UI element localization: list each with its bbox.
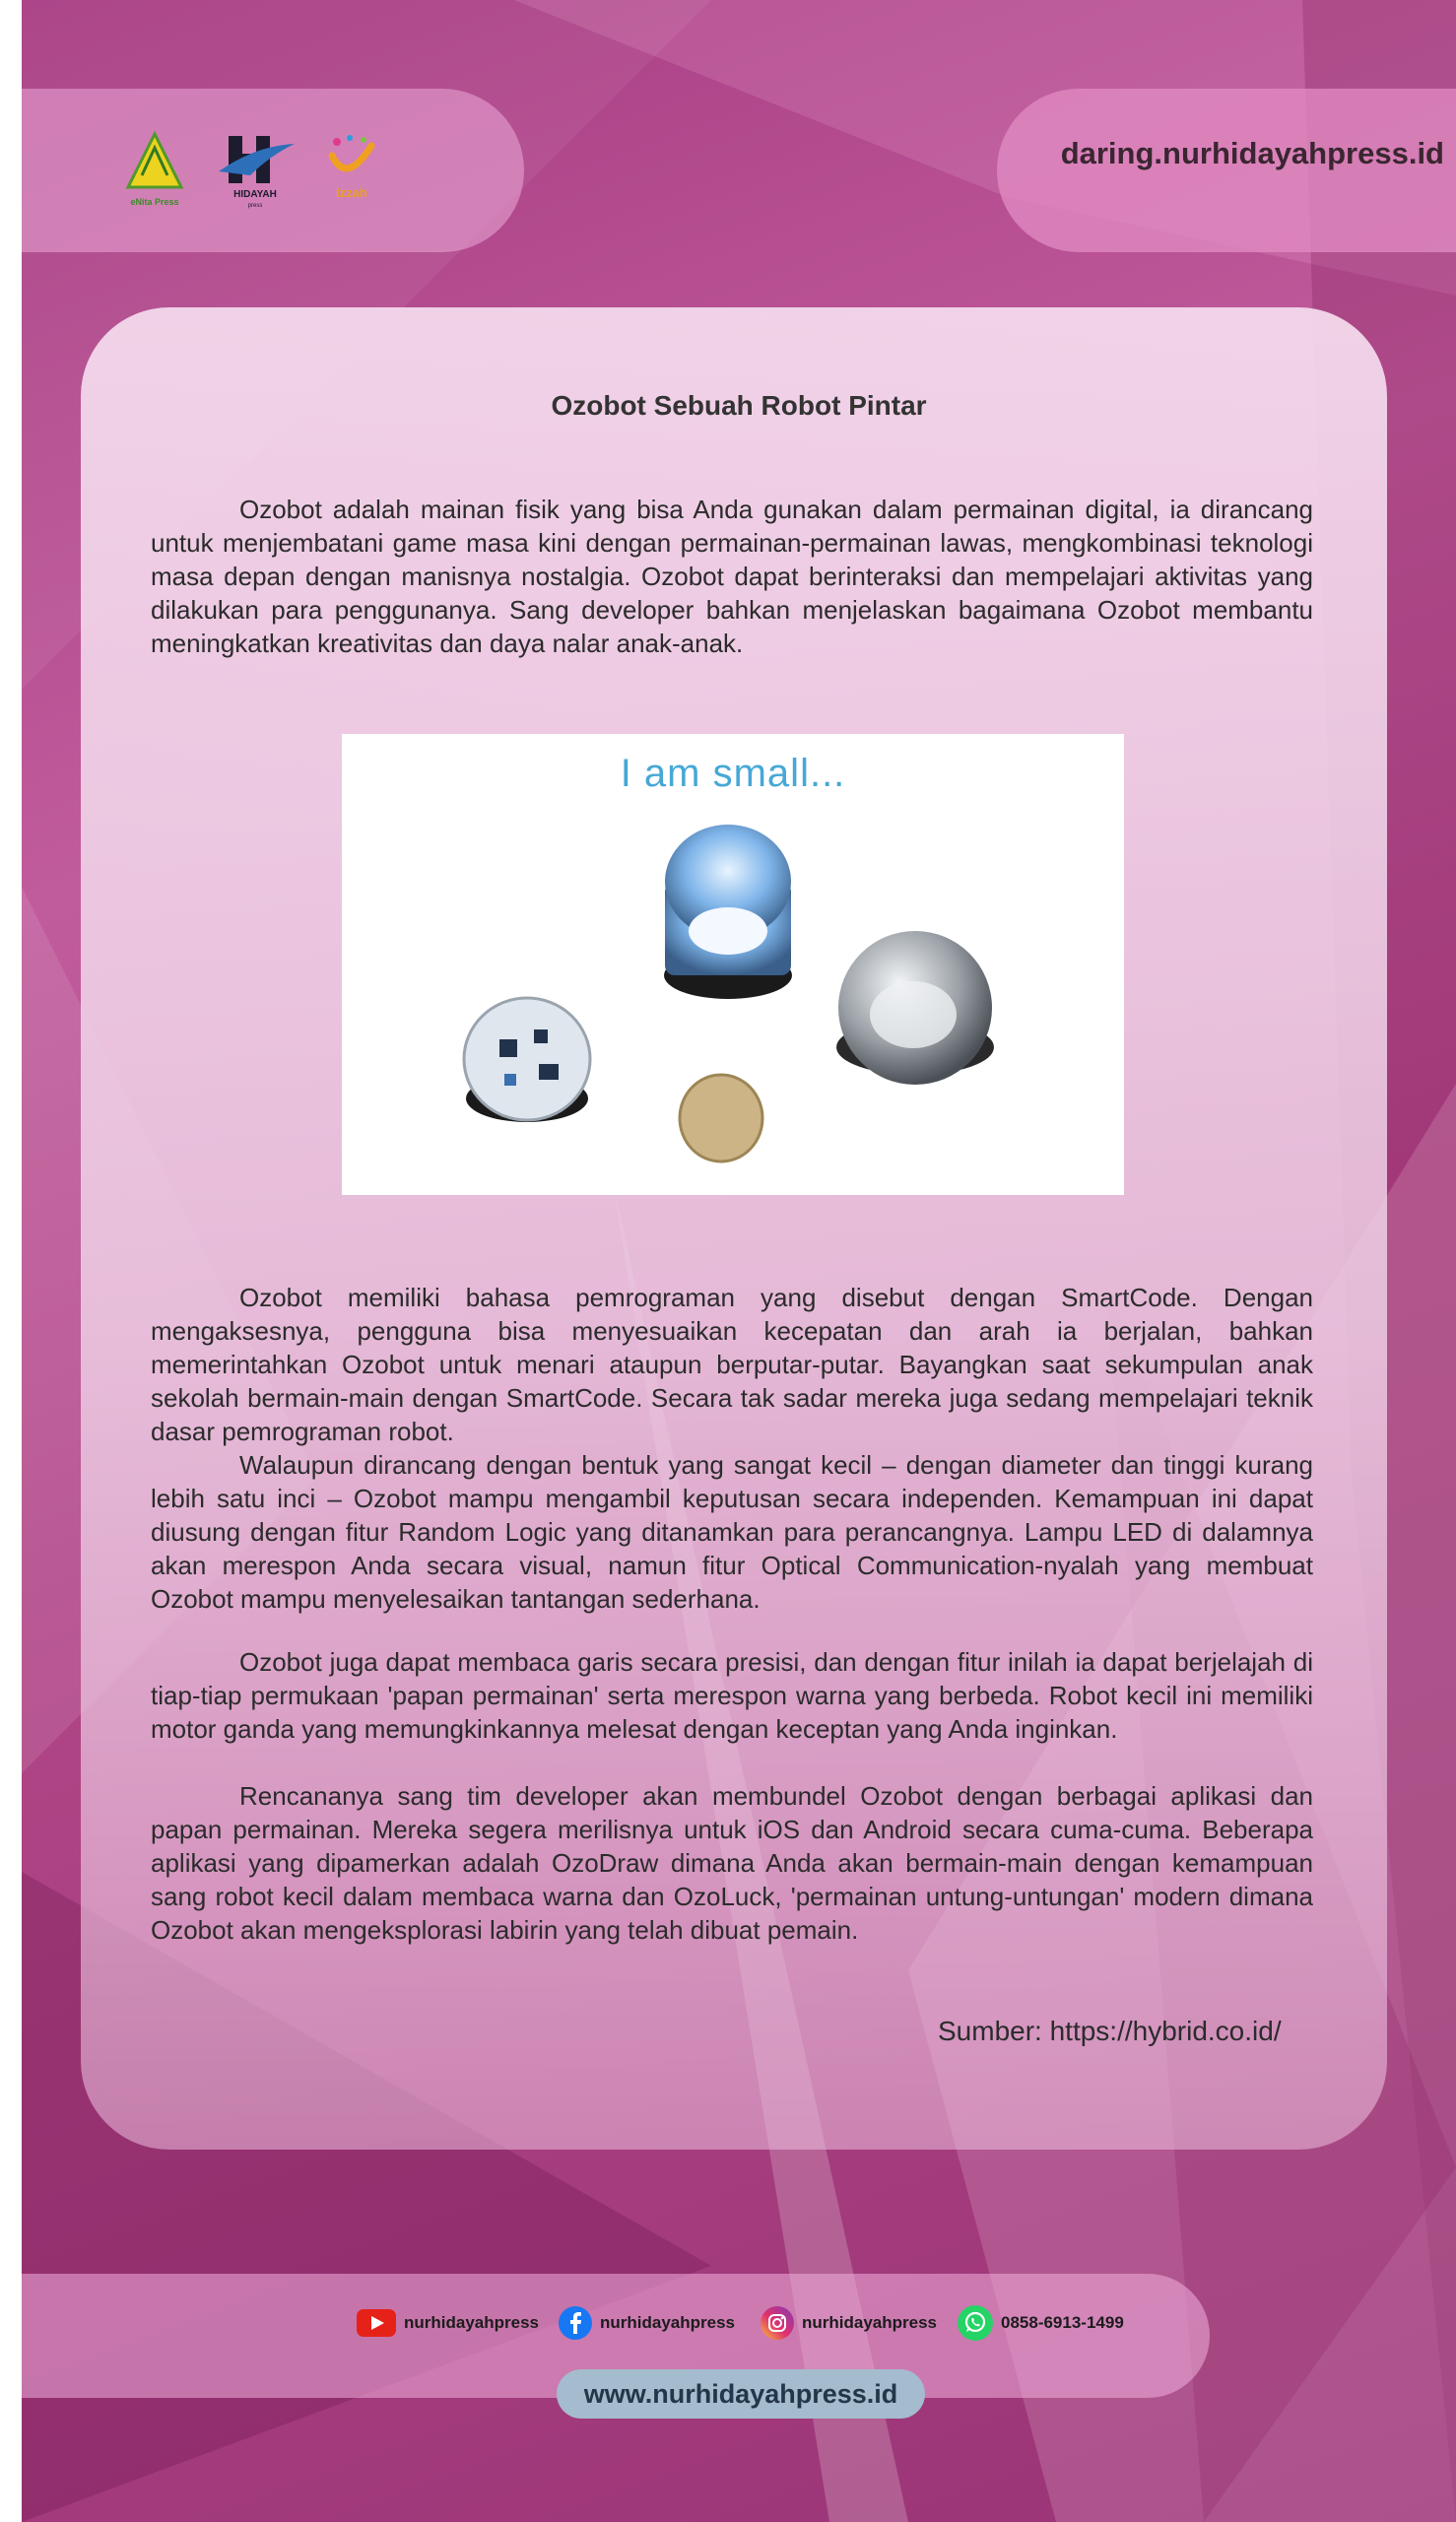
paragraph-apps: Rencananya sang tim developer akan membundel Ozobot dengan berbagai aplikasi dan papan permainan. Mereka segera merilisnya untuk iOS dan Android secara cuma-cuma. Beberapa aplikasi yang dipamerkan adalah OzoDraw dimana Anda akan bermain-main dengan kemampuan sang robot kecil dalam membaca warna dan OzoLuck, 'permainan untung-untungan' modern dimana Ozobot akan mengeksplorasi labirin yang telah dibuat pemain. bbox=[151, 1781, 1313, 1945]
hidayah-logo bbox=[211, 126, 299, 215]
source-credit: Sumber: https://hybrid.co.id/ bbox=[938, 2016, 1282, 2046]
instagram-icon bbox=[761, 2306, 794, 2340]
izzah-logo-text: Izzah bbox=[336, 185, 367, 200]
paragraph-smartcode: Ozobot memiliki bahasa pemrograman yang disebut dengan SmartCode. Dengan mengaksesnya, pengguna bisa menyesuaikan kecepatan dan arah ia berjalan, bahkan memerintahkan Ozobot untuk menari ataupun berputar-putar. Bayangkan saat sekumpulan anak sekolah bermain-main dengan SmartCode. Secara tak sadar mereka juga sedang mempelajari teknik dasar pemrograman robot. bbox=[151, 1283, 1313, 1446]
paragraph-random-logic: Walaupun dirancang dengan bentuk yang sangat kecil – dengan diameter dan tinggi kurang lebih satu inci – Ozobot mampu mengambil keputusan secara independen. Kemampuan ini dapat diusung dengan fitur Random Logic yang ditanamkan para perancangnya. Lampu LED di dalamnya akan merespon Anda secara visual, namun fitur Optical Communication-nyalah yang membuat Ozobot mampu menyelesaikan tantangan sederhana. bbox=[151, 1450, 1313, 1614]
whatsapp-icon bbox=[958, 2305, 993, 2341]
youtube-icon bbox=[357, 2309, 396, 2337]
footer-website-link[interactable]: www.nurhidayahpress.id bbox=[557, 2369, 925, 2419]
ozobot-robots-illustration bbox=[342, 734, 1124, 1195]
facebook-icon bbox=[559, 2306, 592, 2340]
paragraph-line-reading: Ozobot juga dapat membaca garis secara presisi, dan dengan fitur inilah ia dapat berjelajah di tiap-tiap permukaan 'papan permainan' serta merespon warna yang berbeda. Robot kecil ini memiliki motor ganda yang memungkinkannya melesat dengan keceptan yang Anda inginkan. bbox=[151, 1647, 1313, 1744]
facebook-handle: nurhidayahpress bbox=[600, 2313, 735, 2332]
page bbox=[22, 0, 1456, 2522]
hidayah-logo-text: HIDAYAH bbox=[233, 189, 277, 200]
article-title: Ozobot Sebuah Robot Pintar bbox=[551, 390, 927, 421]
header-site-url[interactable]: daring.nurhidayahpress.id bbox=[1060, 136, 1444, 170]
enita-press-logo bbox=[120, 126, 189, 215]
photo-caption: I am small... bbox=[620, 752, 846, 795]
social-whatsapp[interactable] bbox=[958, 2305, 1124, 2341]
hidayah-logo-sub: press bbox=[247, 203, 263, 209]
intro-paragraph: Ozobot adalah mainan fisik yang bisa Anda gunakan dalam permainan digital, ia dirancang untuk menjembatani game masa kini dengan permainan-permainan lawas, mengkombinasi teknologi masa depan dengan manisnya nostalgia. Ozobot dapat berinteraksi dan mempelajari aktivitas yang dilakukan para penggunanya. Sang developer bahkan menjelaskan bagaimana Ozobot membantu meningkatkan kreativitas dan daya nalar anak-anak. bbox=[151, 495, 1313, 658]
instagram-handle: nurhidayahpress bbox=[802, 2313, 937, 2332]
youtube-handle: nurhidayahpress bbox=[404, 2313, 539, 2332]
social-youtube[interactable] bbox=[357, 2305, 539, 2341]
social-instagram[interactable] bbox=[761, 2305, 937, 2341]
ozobot-photo bbox=[342, 734, 1124, 1195]
social-facebook[interactable] bbox=[559, 2305, 735, 2341]
izzah-logo bbox=[317, 126, 386, 215]
whatsapp-number: 0858-6913-1499 bbox=[1001, 2313, 1124, 2332]
enita-logo-text: eNita Press bbox=[130, 197, 179, 207]
